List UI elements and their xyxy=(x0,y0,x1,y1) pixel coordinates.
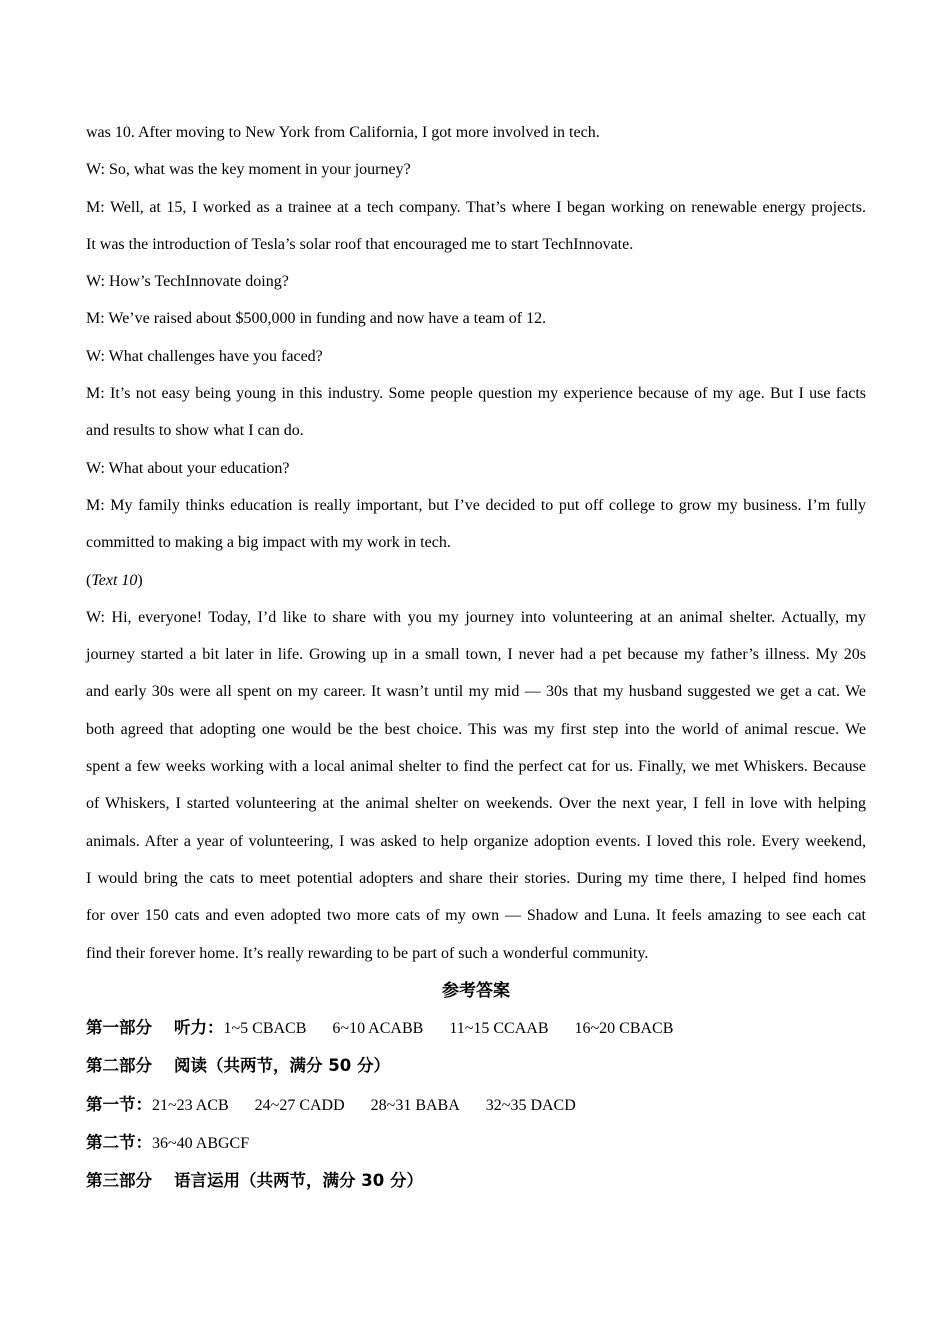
answer-row-heading: 阅读（共两节，满分 50 分） xyxy=(174,1056,390,1076)
transcript-line: M: My family thinks education is really important, but I’ve decided to put off college to grow my business. I’m fully xyxy=(86,496,866,514)
answer-row-separator xyxy=(152,1048,174,1085)
text10-line: of Whiskers, I started volunteering at the animal shelter on weekends. Over the next year, I fell in love with helping xyxy=(86,795,866,813)
answer-row xyxy=(86,1162,866,1200)
answer-item: 36~40 ABGCF xyxy=(152,1135,250,1153)
answer-item: 11~15 CCAAB xyxy=(449,1020,549,1038)
answer-row-label: 第三部分 xyxy=(86,1171,152,1191)
answer-row xyxy=(86,1086,866,1124)
answer-item: 24~27 CADD xyxy=(254,1096,345,1114)
transcript-line: It was the introduction of Tesla’s solar roof that encouraged me to start TechInnovate. xyxy=(86,235,634,253)
transcript-line: committed to making a big impact with my work in tech. xyxy=(86,534,451,552)
answer-rows xyxy=(86,1009,866,1200)
answer-row-heading: 听力： xyxy=(174,1018,224,1038)
answer-row-separator xyxy=(152,1163,174,1200)
text10-line: for over 150 cats and even adopted two more cats of my own — Shadow and Luna. It feels amazing to see each cat xyxy=(86,907,866,925)
text10-line: both agreed that adopting one would be the best choice. This was my first step into the world of animal rescue. We xyxy=(86,720,866,738)
text10-label-title: Text 10 xyxy=(91,571,138,589)
transcript-line: was 10. After moving to New York from California, I got more involved in tech. xyxy=(86,124,600,141)
transcript-line: W: So, what was the key moment in your journey? xyxy=(86,161,411,179)
answer-row xyxy=(86,1047,866,1085)
text10-lines xyxy=(86,599,866,972)
text10-label xyxy=(86,562,866,599)
text10-line: I would bring the cats to meet potential adopters and share their stories. During my time there, I helped find homes xyxy=(86,869,866,887)
answer-item: 28~31 BABA xyxy=(370,1096,460,1114)
answer-row-heading: 语言运用（共两节，满分 30 分） xyxy=(174,1171,423,1191)
answer-item: 1~5 CBACB xyxy=(223,1020,307,1038)
answer-row-label: 第一节： xyxy=(86,1094,152,1114)
text10-line: find their forever home. It’s really rewarding to be part of such a wonderful community. xyxy=(86,944,649,962)
text10-line: W: Hi, everyone! Today, I’d like to share with you my journey into volunteering at an animal shelter. Actually, my xyxy=(86,608,866,626)
transcript-lines xyxy=(86,114,866,562)
answer-row-label: 第二节： xyxy=(86,1133,152,1153)
answer-item: 16~20 CBACB xyxy=(574,1020,674,1038)
answer-item: 21~23 ACB xyxy=(152,1096,229,1114)
transcript-line: W: What about your education? xyxy=(86,459,290,477)
text10-label-close: ) xyxy=(137,571,143,589)
answer-item: 32~35 DACD xyxy=(485,1096,576,1114)
text10-line: journey started a bit later in life. Growing up in a small town, I never had a pet because my father’s illness. My 20s xyxy=(86,646,866,664)
text10-line: animals. After a year of volunteering, I was asked to help organize adoption events. I loved this role. Every weekend, xyxy=(86,832,866,850)
answer-row xyxy=(86,1009,866,1047)
document-page xyxy=(86,114,866,1201)
answer-row-separator xyxy=(152,1010,174,1047)
text10-line: and early 30s were all spent on my career. It wasn’t until my mid — 30s that my husband suggested we get a cat. We xyxy=(86,683,866,701)
transcript-line: M: It’s not easy being young in this industry. Some people question my experience because of my age. But I use facts xyxy=(86,385,866,403)
answer-key-title: 参考答案 xyxy=(442,980,510,1000)
answer-row xyxy=(86,1124,866,1162)
answer-key-section xyxy=(86,972,866,1201)
transcript-line: M: We’ve raised about $500,000 in funding and now have a team of 12. xyxy=(86,310,547,328)
transcript-section xyxy=(86,114,866,972)
transcript-line: and results to show what I can do. xyxy=(86,422,304,440)
transcript-line: M: Well, at 15, I worked as a trainee at a tech company. That’s where I began working on renewable energy projects. xyxy=(86,198,866,216)
transcript-line: W: What challenges have you faced? xyxy=(86,347,323,365)
text10-line: spent a few weeks working with a local animal shelter to find the perfect cat for us. Finally, we met Whiskers. Because xyxy=(86,758,866,776)
answer-row-label: 第二部分 xyxy=(86,1056,152,1076)
answer-item: 6~10 ACABB xyxy=(332,1020,424,1038)
text10-label-open: ( xyxy=(86,571,92,589)
answer-row-label: 第一部分 xyxy=(86,1018,152,1038)
transcript-line: W: How’s TechInnovate doing? xyxy=(86,273,289,291)
